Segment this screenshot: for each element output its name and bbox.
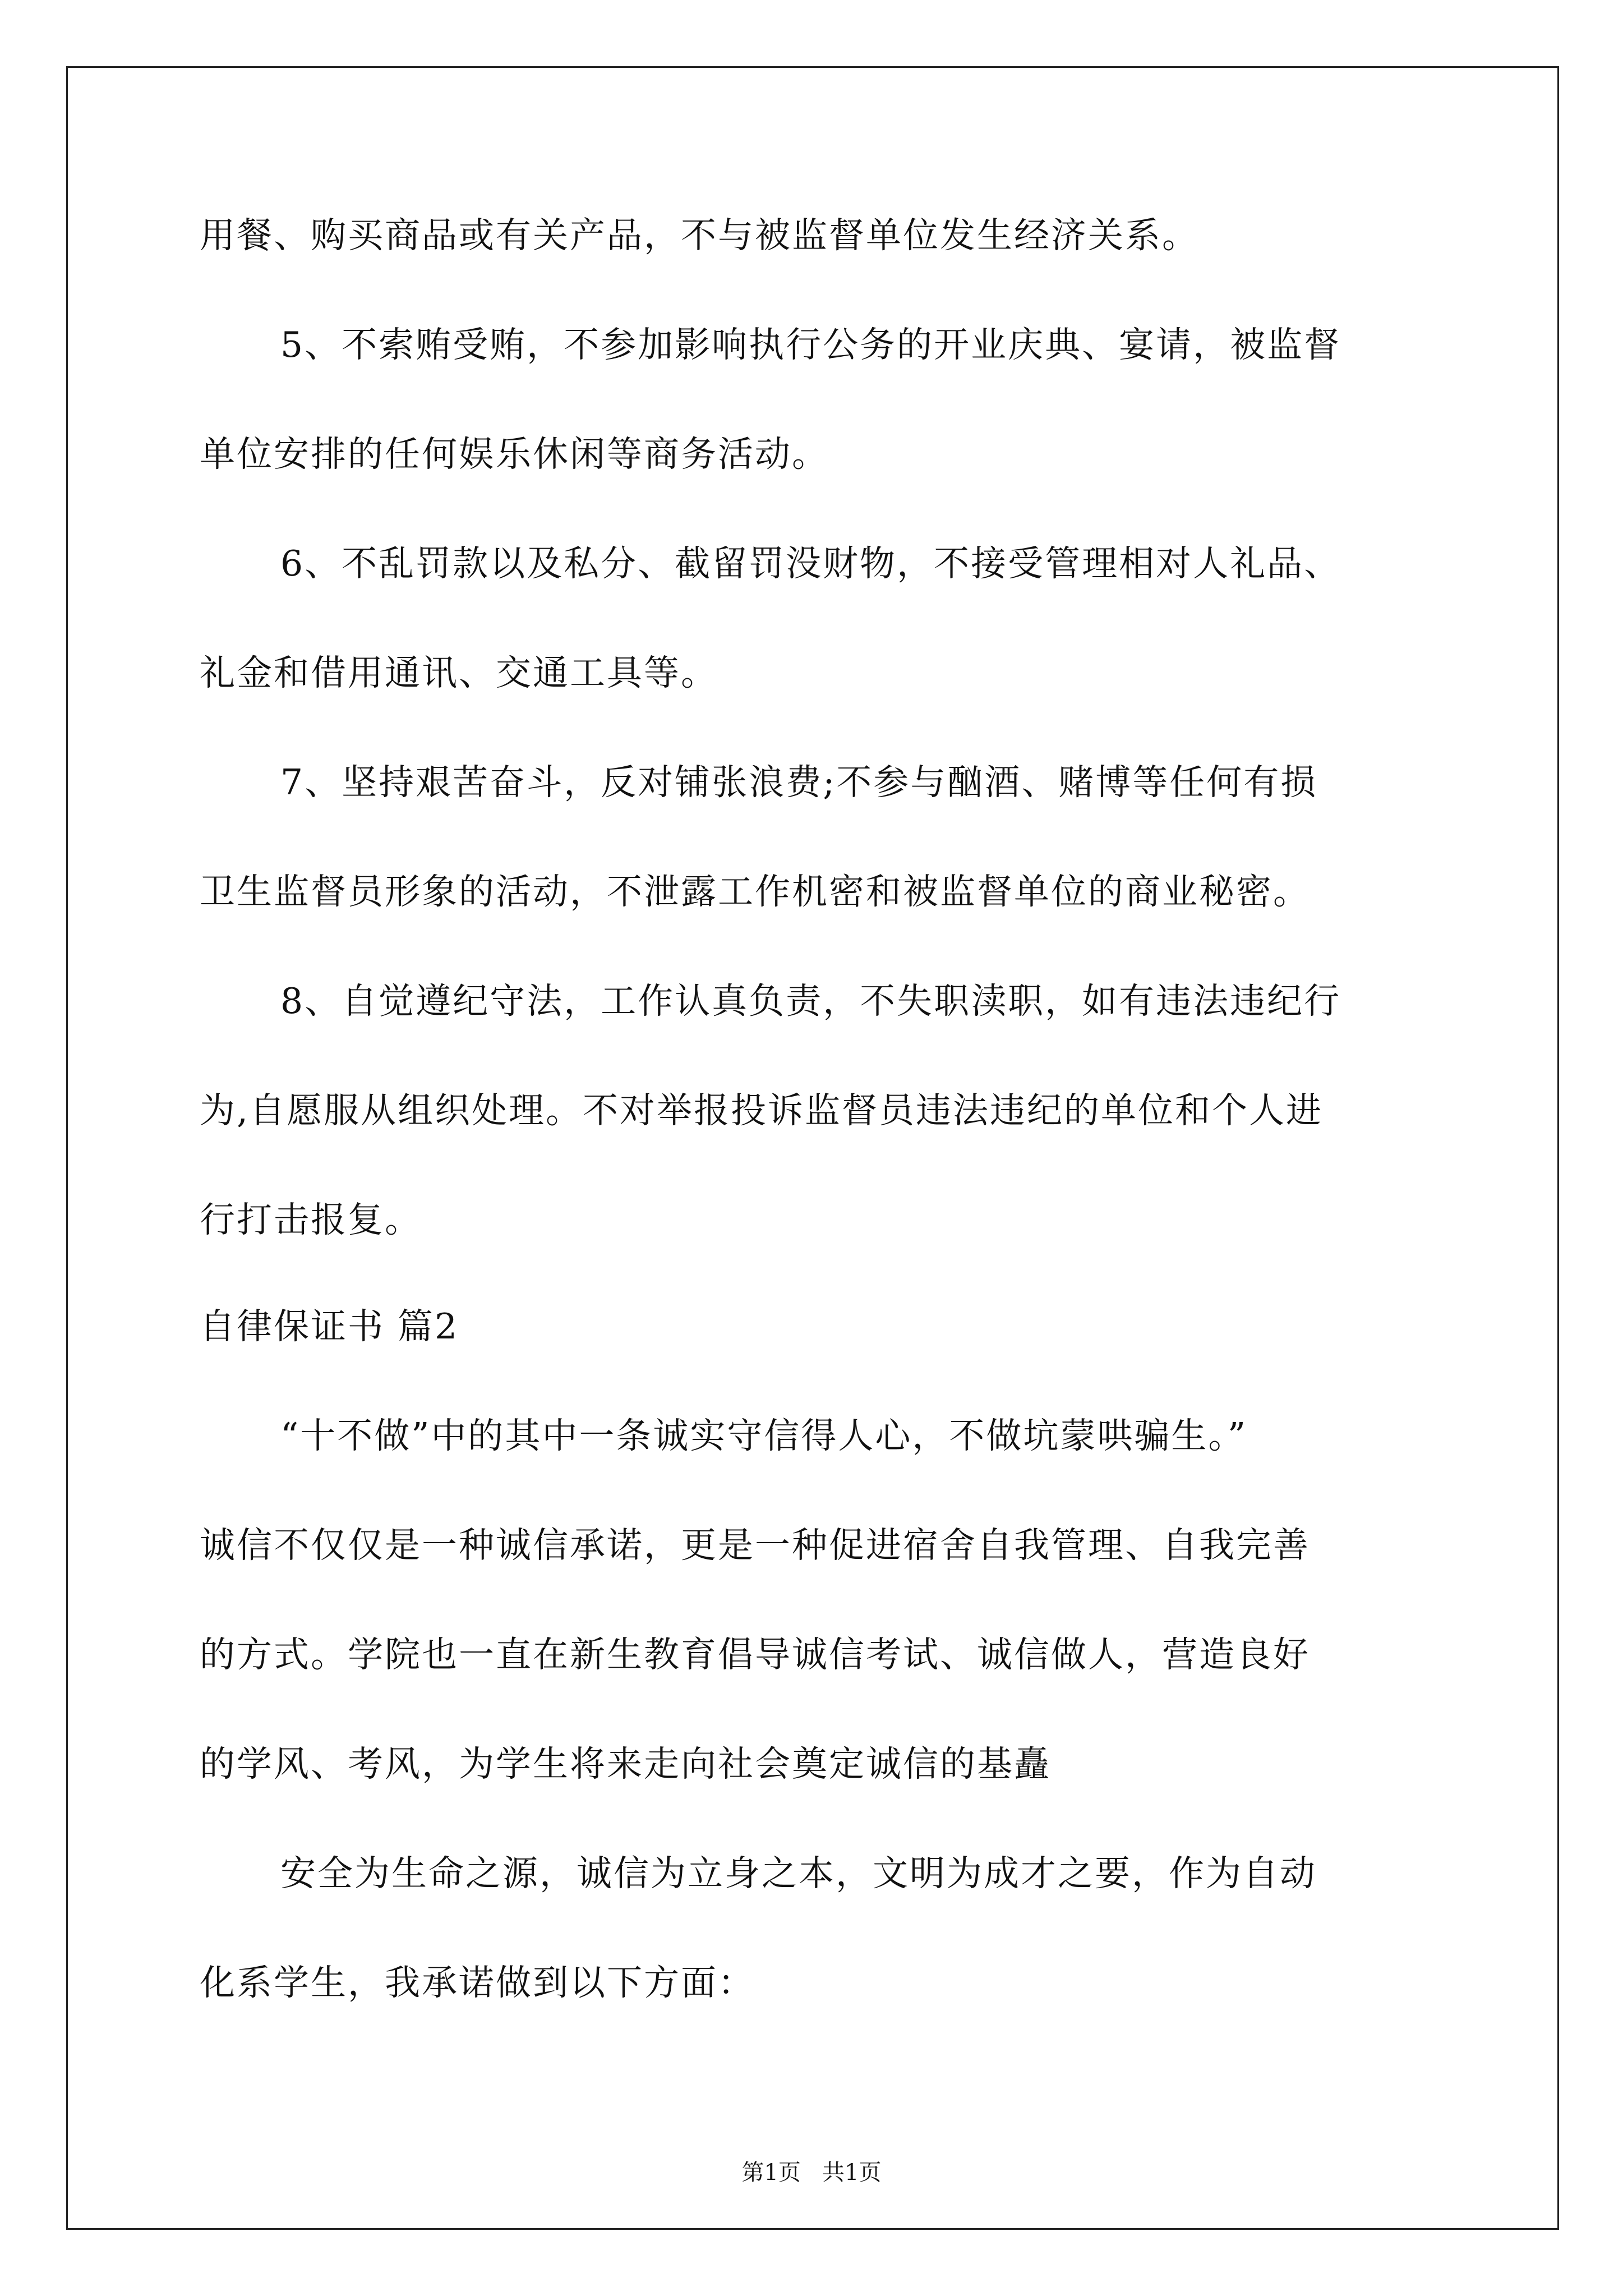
text-line: 礼金和借用通讯、交通工具等。 — [200, 652, 718, 693]
paragraph-item-8: 8、自觉遵纪守法，工作认真负责，不失职渎职，如有违法违纪行 — [280, 981, 1341, 1022]
text-line: 为,自愿服从组织处理。不对举报投诉监督员违法违纪的单位和个人进 — [200, 1090, 1324, 1131]
text-line: 的方式。学院也一直在新生教育倡导诚信考试、诚信做人，营造良好 — [200, 1634, 1310, 1675]
text-line: 单位安排的任何娱乐休闲等商务活动。 — [200, 434, 829, 475]
text-line: 行打击报复。 — [200, 1199, 422, 1240]
section-heading: 自律保证书 篇2 — [200, 1306, 459, 1347]
paragraph-start: “十不做”中的其中一条诚实守信得人心，不做坑蒙哄骗生。” — [280, 1415, 1248, 1456]
text-line: 用餐、购买商品或有关产品，不与被监督单位发生经济关系。 — [200, 215, 1199, 256]
text-line: 化系学生，我承诺做到以下方面： — [200, 1962, 755, 2003]
paragraph-item-5: 5、不索贿受贿，不参加影响执行公务的开业庆典、宴请，被监督 — [280, 324, 1341, 365]
paragraph-item-6: 6、不乱罚款以及私分、截留罚没财物，不接受管理相对人礼品、 — [280, 543, 1341, 584]
paragraph-item-7: 7、坚持艰苦奋斗，反对铺张浪费;不参与酗酒、赌博等任何有损 — [280, 762, 1318, 803]
paragraph-start: 安全为生命之源，诚信为立身之本，文明为成才之要，作为自动 — [280, 1853, 1317, 1894]
page-border — [66, 66, 1559, 2230]
text-line: 卫生监督员形象的活动，不泄露工作机密和被监督单位的商业秘密。 — [200, 871, 1310, 912]
text-line: 诚信不仅仅是一种诚信承诺，更是一种促进宿舍自我管理、自我完善 — [200, 1525, 1310, 1566]
page-number-footer: 第1页 共1页 — [741, 2160, 882, 2185]
text-line: 的学风、考风，为学生将来走向社会奠定诚信的基矗 — [200, 1743, 1051, 1784]
